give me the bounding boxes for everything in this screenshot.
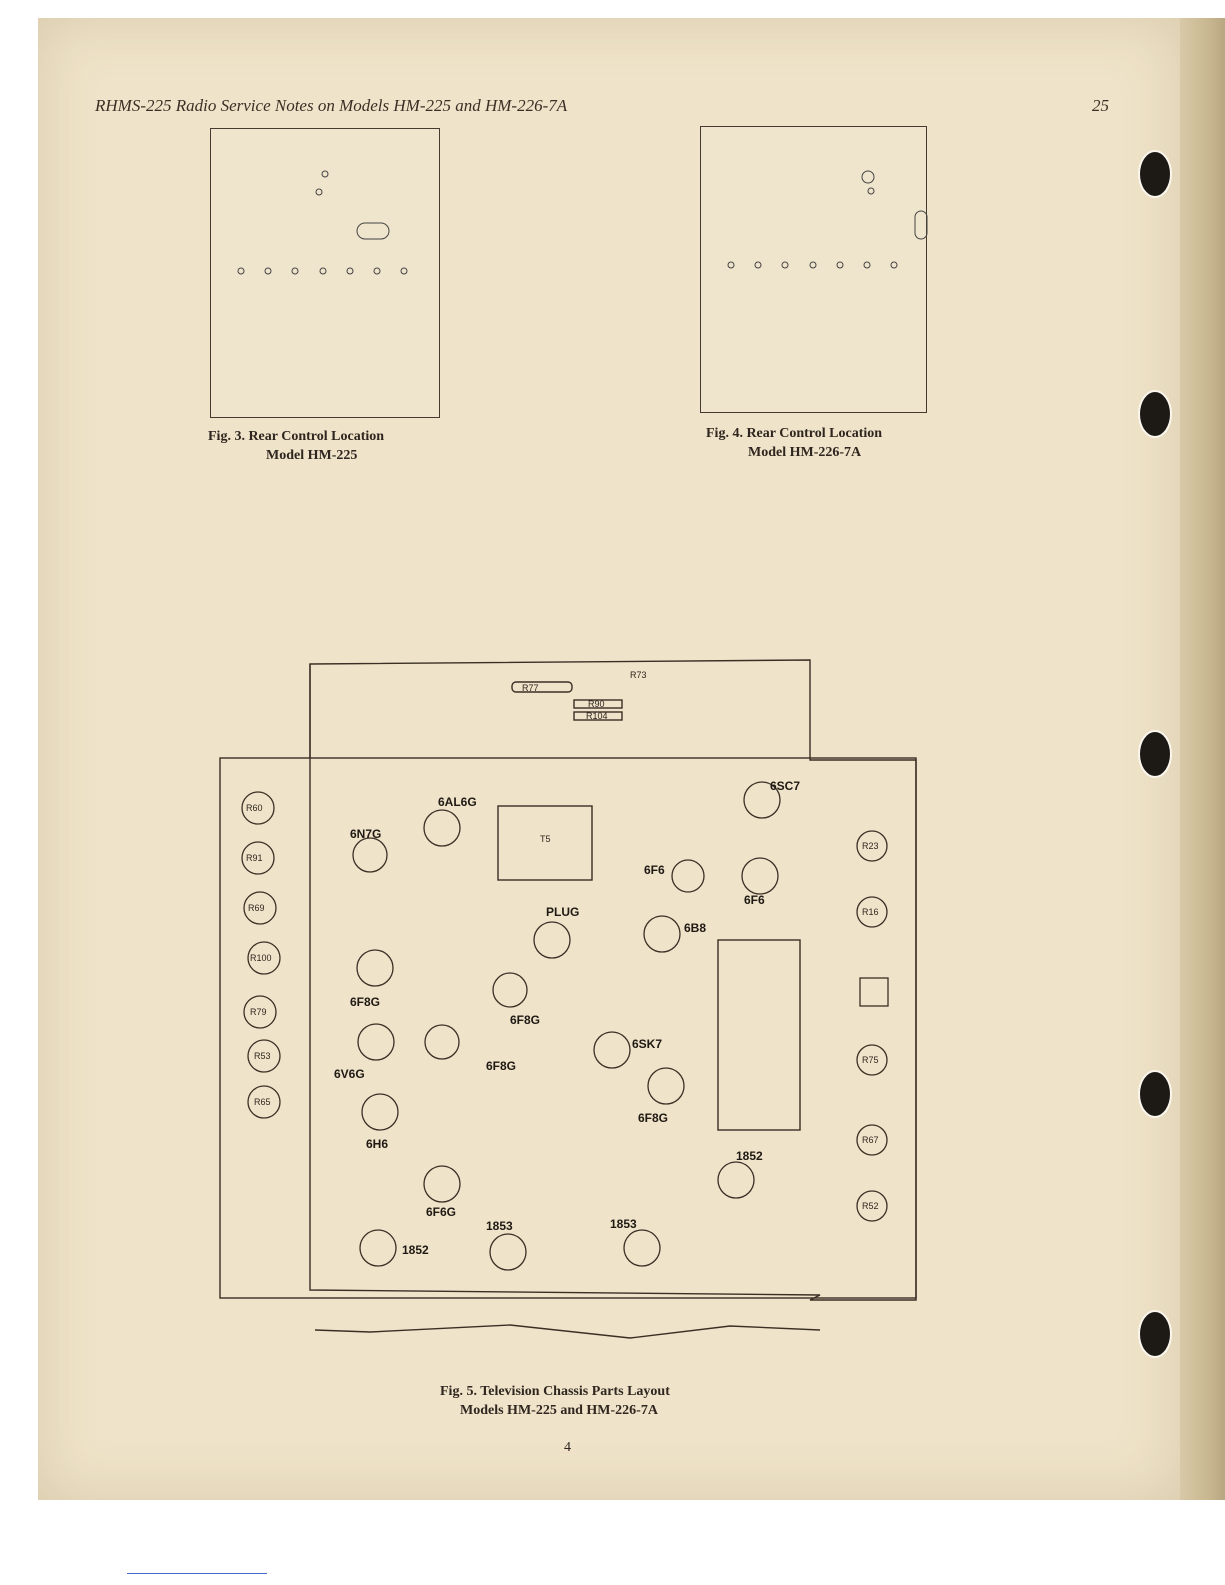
tube-label-1853: 1853 — [610, 1217, 637, 1231]
tube-label-6sc7: 6SC7 — [770, 779, 801, 793]
chassis-outline — [310, 660, 916, 1300]
label-r100: R100 — [250, 953, 272, 963]
resistor-r77 — [512, 682, 572, 692]
tube-socket-6f6 — [742, 858, 778, 894]
caption-line: Models HM-225 and HM-226-7A — [460, 1403, 658, 1418]
tube-label-6h6: 6H6 — [366, 1137, 389, 1151]
tube-label-1853: 1853 — [486, 1219, 513, 1233]
label-r53: R53 — [254, 1051, 271, 1061]
tube-socket-6f8g — [358, 1024, 394, 1060]
label-r75: R75 — [862, 1055, 879, 1065]
tube-label-6f6: 6F6 — [744, 893, 765, 907]
tube-socket-6f6g — [424, 1166, 460, 1202]
label-r77: R77 — [522, 683, 539, 693]
tube-socket-6sk7 — [594, 1032, 630, 1068]
tube-socket-6f8g — [648, 1068, 684, 1104]
tube-socket-6al6g — [424, 810, 460, 846]
binder-hole — [1138, 390, 1172, 438]
label-r91: R91 — [246, 853, 263, 863]
binder-hole — [1138, 150, 1172, 198]
label-r73: R73 — [630, 670, 647, 680]
label-r79: R79 — [250, 1007, 267, 1017]
label-r69: R69 — [248, 903, 265, 913]
tube-label-6sk7: 6SK7 — [632, 1037, 663, 1051]
label-r60: R60 — [246, 803, 263, 813]
caption-line: Model HM-226-7A — [748, 445, 862, 460]
horizontal-scrollbar[interactable] — [127, 1573, 267, 1574]
fig4-caption — [706, 424, 882, 462]
tube-socket-6f8g — [357, 950, 393, 986]
label-r65: R65 — [254, 1097, 271, 1107]
label-r52: R52 — [862, 1201, 879, 1211]
tube-label-6n7g: 6N7G — [350, 827, 382, 841]
tube-label-6f6: 6F6 — [644, 863, 665, 877]
caption-line: Fig. 5. Television Chassis Parts Layout — [440, 1384, 670, 1399]
tube-socket-1852 — [360, 1230, 396, 1266]
tube-label-6f8g: 6F8G — [350, 995, 381, 1009]
rear-control-diagram — [701, 127, 926, 412]
rear-panel-hm226 — [700, 126, 927, 413]
tube-label-6v6g: 6V6G — [334, 1067, 365, 1081]
tube-socket-6f8g — [425, 1025, 459, 1059]
tube-socket-1852 — [718, 1162, 754, 1198]
tube-socket-6f6 — [672, 860, 704, 892]
label-r104: R104 — [586, 711, 608, 721]
rear-panel-hm225 — [210, 128, 440, 418]
running-header: RHMS-225 Radio Service Notes on Models HM-225 and HM-226-7A — [95, 96, 568, 115]
chassis-board — [220, 758, 916, 1298]
binder-hole — [1138, 1310, 1172, 1358]
label-r23: R23 — [862, 841, 879, 851]
binder-hole — [1138, 1070, 1172, 1118]
label-r90: R90 — [588, 699, 605, 709]
tube-label-1852: 1852 — [736, 1149, 763, 1163]
rear-control-diagram — [211, 129, 439, 417]
tube-label-6f8g: 6F8G — [510, 1013, 541, 1027]
chassis-parts-layout — [210, 650, 879, 1370]
tube-socket-1853 — [490, 1234, 526, 1270]
if-coil-box — [718, 940, 800, 1130]
tube-socket-1853 — [624, 1230, 660, 1266]
label-r16: R16 — [862, 907, 879, 917]
tube-label-plug: PLUG — [546, 905, 580, 919]
tube-socket-plug — [534, 922, 570, 958]
label-t5: T5 — [540, 834, 551, 844]
torn-bottom-edge — [315, 1325, 820, 1338]
fig5-caption — [440, 1382, 670, 1420]
caption-line: Model HM-225 — [266, 448, 358, 463]
fig3-caption — [208, 427, 384, 465]
caption-line: Fig. 3. Rear Control Location — [208, 429, 385, 444]
tube-socket-6b8 — [644, 916, 680, 952]
tube-label-6al6g: 6AL6G — [438, 795, 477, 809]
page-edge — [1180, 18, 1225, 1500]
tube-socket-6n7g — [353, 838, 387, 872]
caption-line: Fig. 4. Rear Control Location — [706, 426, 883, 441]
tube-label-6f6g: 6F6G — [426, 1205, 457, 1219]
tube-socket-6f8g — [493, 973, 527, 1007]
page-number: 4 — [564, 1440, 571, 1455]
tube-socket-6h6 — [362, 1094, 398, 1130]
tube-label-6b8: 6B8 — [684, 921, 707, 935]
tube-label-1852: 1852 — [402, 1243, 429, 1257]
binder-hole — [1138, 730, 1172, 778]
label-r67: R67 — [862, 1135, 879, 1145]
tube-label-6f8g: 6F8G — [486, 1059, 517, 1073]
tube-label-6f8g: 6F8G — [638, 1111, 669, 1125]
running-header-page: 25 — [1092, 96, 1109, 115]
